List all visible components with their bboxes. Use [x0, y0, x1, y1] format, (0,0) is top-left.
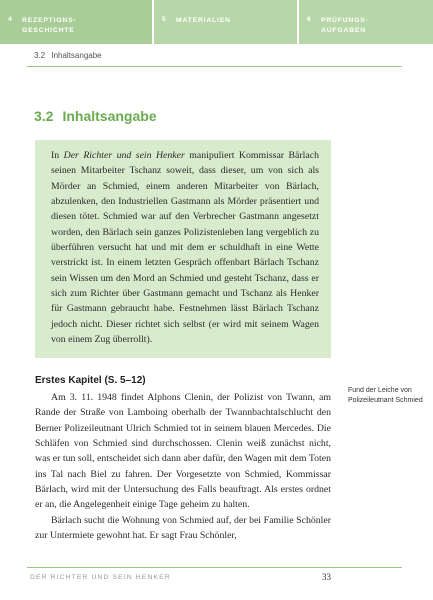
paragraph: Am 3. 11. 1948 findet Alphons Clenin, der Polizist von Twann, am Rande der Straße von Lamboing oberhalb der Twannbachtalschlucht den Berner Polizeileutnant Ulrich Schmied tot in seinem blauen Mercedes. Die Schläfen von Schmied sind durchschossen. Clenin weiß zunächst nicht, was er tun soll, entscheidet sich dann aber dafür, den Wagen mit dem Toten ins Tal nach Biel zu fahren. Der Vorgesetzte von Schmied, Kommissar Bärlach, wird mit der Untersuchung des Falls beauftragt. Als erstes ordnet er an, die Angelegenheit einige Tage geheim zu halten. — [35, 392, 331, 511]
tab-label: PRÜFUNGS- AUFGABEN — [321, 17, 369, 34]
summary-text: manipuliert Kommissar Bärlach seinen Mitarbeiter Tschanz soweit, dass dieser, um von sich als Mörder an Schmied, einem anderen Mitarbeiter von Bärlach, abzulenken, den Industriellen Gastmann als Mörder präsentiert und diesen tötet. Schmied war auf den Verbrecher Gastmann angesetzt worden, den Bärlach sein ganzes Polizistenleben lang vergeblich zu überführen versucht hat und mit dem er schuldhaft in eine Wette verstrickt ist. In einem letzten Gespräch offenbart Bärlach Tschanz sein Wissen um den Mord an Schmied und gesteht Tschanz, dass er sich zum Richter über Gastmann gemacht und Tschanz als Henker für Gastmann gebraucht habe. Festnehmen lässt Bärlach Tschanz jedoch nicht. Dieser richtet sich selbst (er wird mit seinem Wagen von einem Zug überrollt). — [51, 150, 319, 346]
page-number: 33 — [322, 572, 331, 582]
page-title — [34, 108, 157, 124]
breadcrumb-number: 3.2 — [34, 51, 46, 60]
tab-pruefungsaufgaben[interactable] — [299, 0, 433, 44]
tab-number: 4 — [8, 16, 13, 23]
tab-label: MATERIALIEN — [176, 17, 231, 24]
tab-materialien[interactable] — [154, 0, 297, 44]
tab-rezeptionsgeschichte[interactable] — [0, 0, 152, 44]
chapter-body — [35, 390, 331, 543]
work-title: Der Richter und sein Henker — [63, 150, 185, 161]
tab-number: 5 — [162, 16, 167, 23]
paragraph: Bärlach sucht die Wohnung von Schmied auf, der bei Familie Schönler zur Untermiete gewohnt hat. Er sagt Frau Schönler, — [35, 514, 331, 542]
section-title: Inhaltsangabe — [62, 108, 157, 124]
summary-intro: In — [51, 150, 64, 161]
section-number: 3.2 — [34, 108, 54, 124]
margin-note: Fund der Leiche von Polizeileutnant Schmied — [348, 387, 423, 404]
header-divider — [27, 66, 402, 67]
footer-book-title: DER RICHTER UND SEIN HENKER — [30, 574, 171, 581]
summary-box — [35, 140, 331, 358]
breadcrumb — [34, 51, 102, 60]
breadcrumb-label: Inhaltsangabe — [51, 51, 102, 60]
chapter-tab-bar — [0, 0, 433, 44]
chapter-heading: Erstes Kapitel (S. 5–12) — [35, 375, 146, 386]
footer-divider — [27, 567, 402, 568]
tab-number: 6 — [307, 16, 312, 23]
tab-label: REZEPTIONS- GESCHICHTE — [22, 17, 77, 34]
